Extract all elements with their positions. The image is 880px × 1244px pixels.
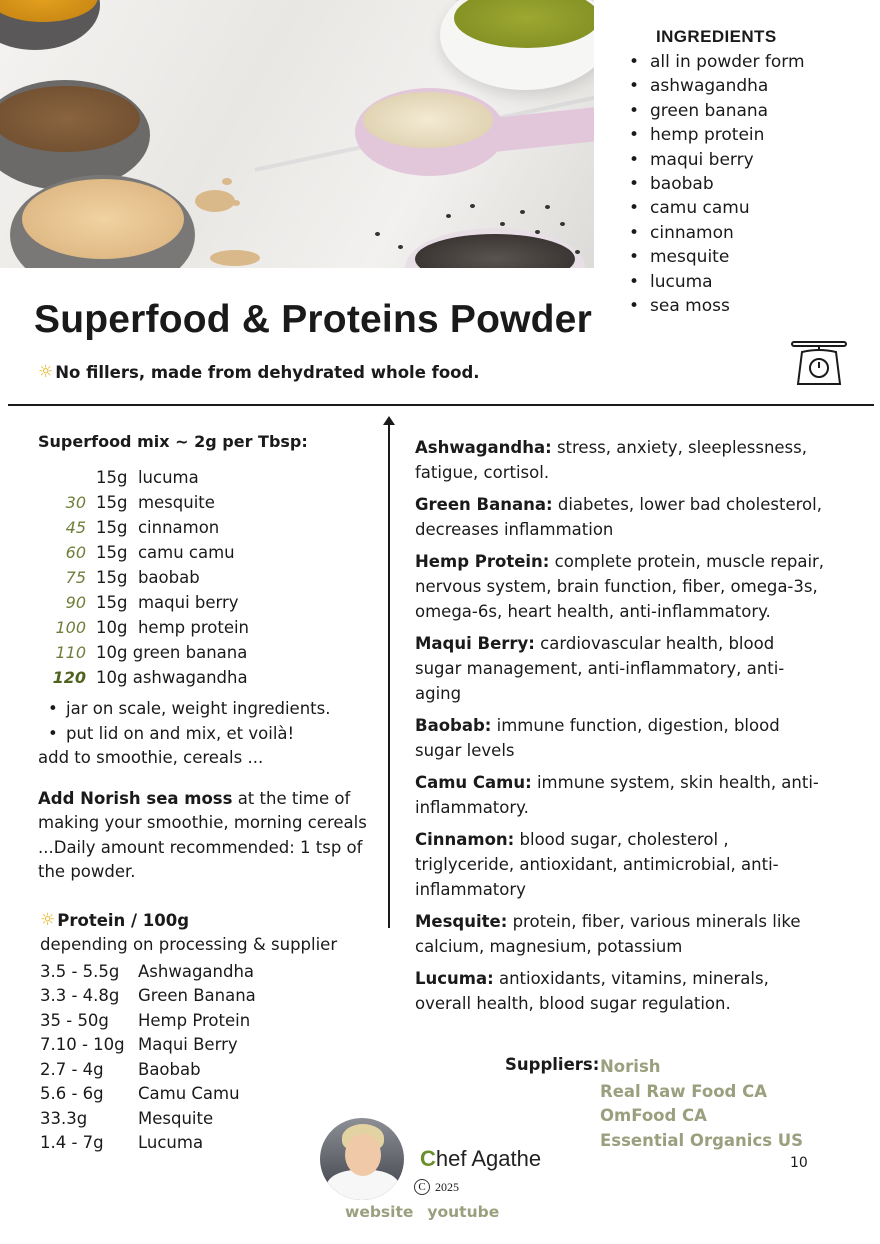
section-divider	[8, 404, 874, 406]
sea-moss-text: at the time of making your smoothie, morning cereals ...Daily amount recommended: 1 tsp of the powder.	[38, 789, 367, 881]
list-item: • maqui berry	[626, 148, 856, 172]
supplier-link-omfood[interactable]: OmFood CA	[600, 1106, 707, 1126]
page-title: Superfood & Proteins Powder	[34, 298, 592, 341]
copyright-icon: C	[414, 1179, 430, 1195]
list-item: • all in powder form	[626, 50, 856, 74]
mix-list	[40, 465, 249, 690]
benefit-item: Green Banana: diabetes, lower bad cholesterol, decreases inflammation	[415, 495, 822, 539]
list-item: • ashwagandha	[626, 74, 856, 98]
benefit-item: Hemp Protein: complete protein, muscle repair, nervous system, brain function, fiber, omega-3s, omega-6s, heart health, anti-inflammatory.	[415, 552, 825, 621]
table-row: 2.7 - 4g Baobab	[40, 1059, 201, 1079]
list-item: • mesquite	[626, 245, 856, 269]
sun-icon: ☼	[40, 910, 56, 930]
column-divider	[388, 424, 390, 928]
youtube-link[interactable]: youtube	[427, 1203, 500, 1221]
benefit-item: Ashwagandha: stress, anxiety, sleeplessness, fatigue, cortisol.	[415, 438, 807, 482]
mix-row: 60 15g camu camu	[40, 540, 249, 565]
list-item: • baobab	[626, 172, 856, 196]
list-item: • camu camu	[626, 196, 856, 220]
hemp-spoon	[355, 88, 505, 176]
turmeric-bowl	[0, 0, 100, 50]
brand-logo: Chef Agathe	[420, 1146, 542, 1171]
list-item: • jar on scale, weight ingredients.	[38, 697, 330, 722]
table-row: 35 - 50g Hemp Protein	[40, 1010, 251, 1030]
mix-row: 75 15g baobab	[40, 565, 249, 590]
mesquite-bowl	[0, 80, 150, 190]
table-row: 3.5 - 5.5g Ashwagandha	[40, 961, 255, 981]
table-row: 3.3 - 4.8g Green Banana	[40, 986, 256, 1006]
sea-moss-note	[38, 787, 388, 884]
mix-row: 120 10g ashwagandha	[40, 665, 249, 690]
kitchen-scale-icon	[790, 340, 848, 388]
ingredients-panel	[626, 27, 856, 318]
list-item: • green banana	[626, 99, 856, 123]
supplier-link-essential-organics[interactable]: Essential Organics US	[600, 1130, 804, 1150]
cumulative-weight: 60	[65, 543, 86, 562]
page-subtitle	[38, 362, 480, 382]
cumulative-weight: 45	[65, 518, 86, 537]
list-item: • sea moss	[626, 294, 856, 318]
mix-title: Superfood mix ~ 2g per Tbsp:	[38, 432, 308, 451]
benefit-item: Maqui Berry: cardiovascular health, blood sugar management, anti-inflammatory, anti-aging	[415, 634, 785, 703]
mix-row: 45 15g cinnamon	[40, 515, 249, 540]
mix-row: 15g lucuma	[96, 468, 199, 487]
mix-row: 30 15g mesquite	[40, 490, 249, 515]
footer-links	[345, 1203, 499, 1221]
cumulative-weight: 110	[55, 643, 86, 662]
list-item: • cinnamon	[626, 221, 856, 245]
mix-row: 110 10g green banana	[40, 640, 249, 665]
list-item: • lucuma	[626, 270, 856, 294]
cumulative-weight: 90	[65, 593, 86, 612]
lucuma-bowl	[10, 175, 195, 268]
table-row: 7.10 - 10g Maqui Berry	[40, 1035, 238, 1055]
copyright	[414, 1179, 459, 1195]
supplier-link-norish[interactable]: Norish	[600, 1057, 661, 1076]
list-item: • hemp protein	[626, 123, 856, 147]
cumulative-weight: 30	[65, 493, 86, 512]
subtitle-text: No fillers, made from dehydrated whole food.	[55, 362, 480, 382]
matcha-bowl	[440, 0, 594, 90]
benefit-item: Mesquite: protein, fiber, various minerals like calcium, magnesium, potassium	[415, 912, 801, 956]
ingredients-list	[626, 50, 856, 318]
cumulative-weight: 100	[55, 618, 86, 637]
sun-icon: ☼	[38, 362, 54, 382]
ingredients-heading: INGREDIENTS	[656, 27, 777, 46]
table-row: 5.6 - 6g Camu Camu	[40, 1084, 240, 1104]
protein-table	[40, 959, 256, 1155]
cumulative-weight-total: 120	[52, 668, 86, 687]
cumulative-weight: 75	[65, 568, 86, 587]
mix-row: 90 15g maqui berry	[40, 590, 249, 615]
avatar	[320, 1118, 404, 1200]
sea-moss-bold: Add Norish sea moss	[38, 789, 233, 808]
suppliers-label: Suppliers:	[505, 1055, 600, 1074]
hero-photo	[0, 0, 594, 268]
benefit-item: Lucuma: antioxidants, vitamins, minerals, overall health, blood sugar regulation.	[415, 969, 769, 1013]
table-row: 1.4 - 7g Lucuma	[40, 1133, 204, 1153]
list-item: • put lid on and mix, et voilà!	[38, 722, 330, 747]
copyright-year: 2025	[435, 1179, 459, 1194]
protein-subtitle: depending on processing & supplier	[40, 935, 338, 954]
supplier-link-real-raw-food[interactable]: Real Raw Food CA	[600, 1081, 767, 1101]
protein-title: ☼ Protein / 100g	[40, 910, 190, 930]
chia-bowl	[405, 228, 585, 268]
suppliers	[505, 1055, 803, 1153]
page-number: 10	[790, 1155, 808, 1171]
mix-steps	[38, 697, 330, 771]
benefits-list	[415, 435, 825, 1023]
benefit-item: Camu Camu: immune system, skin health, anti-inflammatory.	[415, 773, 819, 817]
serving-note: add to smoothie, cereals ...	[38, 748, 264, 767]
table-row: 33.3g Mesquite	[40, 1108, 214, 1128]
benefit-item: Cinnamon: blood sugar, cholesterol , triglyceride, antioxidant, antimicrobial, anti-inflammatory	[415, 830, 779, 899]
mix-row: 100 10g hemp protein	[40, 615, 249, 640]
website-link[interactable]: website	[345, 1203, 414, 1221]
benefit-item: Baobab: immune function, digestion, blood sugar levels	[415, 716, 780, 760]
